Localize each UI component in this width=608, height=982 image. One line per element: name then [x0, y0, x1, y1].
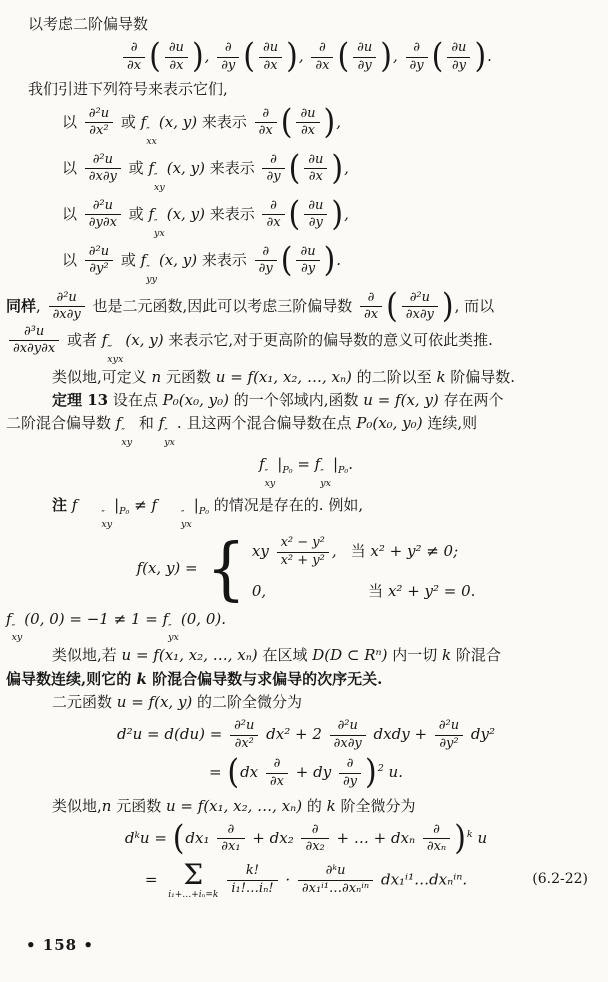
para-k-order-2: 偏导数连续,则它的 k 阶混合偏导数与求偏导的次序无关. [6, 669, 383, 688]
big-paren: ( [149, 37, 161, 77]
big-paren: ( [288, 148, 301, 188]
para-third-order-2: $\frac{\text{∂³u}}{\partial x\partial y\partial x}$ 或者 f ‴ xyx (x, y) 来表示它,对于更高阶的偏导数的意义可依此类推. [6, 325, 584, 365]
formula-counterexample: f ″ xy (0, 0) = −1 ≠ 1 = f ″ yx (0, 0). [6, 609, 226, 644]
theorem-13-line2: 二阶混合偏导数 f ″ xy 和 f ″ yx . 且这两个混合偏导数在点 P₀(x₀, y₀) 连续,则 [6, 414, 478, 449]
fraction: $\frac{\partial u}{\partial x}$ [165, 41, 188, 73]
summation: Σ i₁+…+iₙ=k [168, 857, 219, 900]
fraction: $\frac{\partial u}{\partial x}$ [304, 153, 327, 185]
fraction: $\frac{\text{∂²u}}{\partial x\partial y}$ [85, 153, 121, 185]
big-paren: ) [441, 286, 454, 326]
formula-dku-operator: dᵏu = (dx₁ $\frac{\partial}{\text{∂x₁}}$ + dx₂ $\frac{\partial}{\text{∂x₂}}$ + … + dxₙ $\frac{\partial}{\text{∂xₙ}}$ )$^k$ u [124, 818, 488, 858]
fraction: $\frac{\text{∂²u}}{\text{∂x²}}$ [230, 719, 258, 751]
sup-sub-stack: ″ yx [181, 509, 192, 531]
fraction: $\frac{\partial}{\partial x}$ [311, 41, 333, 73]
para-n-vars: 类似地,可定义 n 元函数 u = f(x₁, x₂, …, xₙ) 的二阶以至 k 阶偏导数. [52, 367, 516, 386]
fraction: $\frac{\partial}{\partial x}$ [266, 757, 288, 789]
fraction: $\frac{\partial}{\partial x}$ [360, 291, 382, 323]
big-paren: ) [380, 37, 392, 77]
para-notation-intro: 我们引进下列符号来表示它们, [28, 80, 228, 99]
big-paren: ) [331, 194, 344, 234]
fraction: $\frac{\partial u}{\partial y}$ [353, 41, 376, 73]
notation-line-xx: 以 $\frac{\text{∂²u}}{\text{∂x²}}$ 或 f ″ xx (x, y) 来表示 $\frac{\partial}{\partial x}$ ( $\frac{\partial u}{\partial x}$ ), [62, 102, 342, 147]
fraction: $\frac{\partial u}{\partial y}$ [447, 41, 470, 73]
sup-sub-stack: ″ xy [264, 468, 276, 490]
formula-mixed-equal: f ″ xy $|_{P_0} = f$ ″ yx $|_{P_0}$. [259, 455, 353, 490]
big-paren: ( [337, 37, 350, 77]
big-paren: ) [474, 37, 487, 77]
formula-dku-sum: = Σ i₁+…+iₙ=k $\frac{k!}{\text{i₁!…iₙ!}}$ · $\frac{\text{∂ᵏu}}{\text{∂x₁ⁱ¹…∂xₙⁱⁿ}}$ dx₁ⁱ¹…dxₙⁱⁿ. (6.2-22) [144, 857, 588, 900]
big-paren: ( [386, 286, 398, 326]
fraction: $\frac{\partial u}{\partial x}$ [296, 107, 319, 139]
para-k-order-1: 类似地,若 u = f(x₁, x₂, …, xₙ) 在区域 D(D ⊂ Rⁿ) 内一切 k 阶混合 [52, 646, 501, 665]
fraction: $\frac{\partial}{\partial y}$ [255, 245, 277, 277]
big-paren: ( [227, 753, 240, 793]
fraction: $\frac{\partial}{\partial y}$ [339, 757, 361, 789]
fraction: $\frac{\text{∂²u}}{\text{∂x²}}$ [85, 107, 113, 139]
sup-sub-stack: ″ xx [146, 125, 157, 147]
para-intro: 以考虑二阶偏导数 [28, 15, 149, 33]
big-paren: ( [172, 818, 185, 858]
fraction: $\frac{\partial}{\text{∂x₂}}$ [301, 823, 328, 855]
formula-piecewise: f(x, y) = { xy $\frac{\text{x² − y²}}{\text{x² + y²}}$ , 当 x² + y² ≠ 0; 0, 当 x² + y² = 0. [136, 528, 476, 609]
fraction: $\frac{\partial}{\text{∂x₁}}$ [217, 823, 244, 855]
para-third-order-1: 同样, $\frac{\text{∂²u}}{\partial x\partial y}$ 也是二元函数,因此可以考虑三阶偏导数 $\frac{\partial}{\partial x}$ ( $\frac{\text{∂²u}}{\partial x\partial y}$ ), 而以 [6, 286, 495, 326]
fraction: $\frac{\text{∂²u}}{\partial x\partial y}$ [330, 719, 366, 751]
big-paren: ) [286, 37, 298, 77]
big-paren: ( [280, 240, 293, 280]
fraction: $\frac{\text{∂²u}}{\text{∂y²}}$ [85, 245, 113, 277]
big-paren: ( [288, 194, 301, 234]
para-second-differential: 二元函数 u = f(x, y) 的二阶全微分为 [52, 693, 303, 712]
notation-line-yy: 以 $\frac{\text{∂²u}}{\text{∂y²}}$ 或 f ″ yy (x, y) 来表示 $\frac{\partial}{\partial y}$ ( $\frac{\partial u}{\partial y}$ ). [62, 240, 342, 285]
big-paren: ( [431, 37, 444, 77]
formula-d2u-expanded: d²u = d(du) = $\frac{\text{∂²u}}{\text{∂x²}}$ dx² + 2 $\frac{\text{∂²u}}{\partial x\partial y}$ dxdy + $\frac{\text{∂²u}}{\text{∂y²}}$ dy² [117, 718, 495, 751]
fraction: $\frac{\partial}{\partial y}$ [406, 41, 428, 73]
big-paren: ) [323, 102, 336, 142]
sup-sub-stack: ″ yx [164, 427, 175, 449]
sup-sub-stack: ″ yy [146, 263, 157, 285]
fraction: $\frac{\text{∂²u}}{\text{∂y²}}$ [435, 719, 463, 751]
sup-sub-stack: ″ xy [101, 509, 113, 531]
page-number: • 158 • [26, 936, 94, 954]
sup-sub-stack: ″ xy [11, 622, 23, 644]
fraction: $\frac{\text{∂²u}}{\partial y\partial x}$ [85, 199, 121, 231]
big-paren: ) [331, 148, 344, 188]
sup-sub-stack: ″ yx [154, 217, 165, 239]
fraction: $\frac{\text{x² − y²}}{\text{x² + y²}}$ [277, 536, 329, 568]
fraction: $\frac{\text{∂³u}}{\partial x\partial y\partial x}$ [9, 325, 59, 357]
theorem-13-line1: 定理 13 设在点 P₀(x₀, y₀) 的一个邻域内,函数 u = f(x, y) 存在两个 [52, 391, 504, 409]
fraction: $\frac{k!}{\text{i₁!…iₙ!}}$ [227, 864, 277, 896]
sup-sub-stack: ″ xy [154, 171, 165, 193]
equation-number: (6.2-22) [532, 871, 588, 888]
fraction: $\frac{\partial u}{\partial y}$ [304, 199, 327, 231]
para-k-differential: 类似地,n 元函数 u = f(x₁, x₂, …, xₙ) 的 k 阶全微分为 [52, 796, 416, 815]
sup-sub-stack: ‴ xyx [107, 343, 124, 365]
fraction: $\frac{\text{∂ᵏu}}{\text{∂x₁ⁱ¹…∂xₙⁱⁿ}}$ [298, 864, 373, 896]
notation-line-yx: 以 $\frac{\text{∂²u}}{\partial y\partial x}$ 或 f ″ yx (x, y) 来表示 $\frac{\partial}{\partial x}$ ( $\frac{\partial u}{\partial y}$ ), [62, 194, 349, 239]
big-paren: ) [191, 37, 204, 77]
fraction: $\frac{\text{∂²u}}{\partial x\partial y}$ [49, 291, 85, 323]
big-paren: ) [323, 240, 336, 280]
big-paren: ) [454, 818, 466, 858]
formula-d2u-operator: = (dx $\frac{\partial}{\partial x}$ + dy $\frac{\partial}{\partial y}$ )$^2$ u. [209, 753, 403, 793]
sup-sub-stack: ″ yx [320, 468, 331, 490]
fraction: $\frac{\partial u}{\partial y}$ [296, 245, 319, 277]
fraction: $\frac{\partial}{\text{∂xₙ}}$ [423, 823, 450, 855]
fraction: $\frac{\partial u}{\partial x}$ [259, 41, 282, 73]
content [6, 14, 588, 900]
fraction: $\frac{\partial}{\partial y}$ [262, 153, 284, 185]
big-paren: ) [365, 753, 377, 793]
sup-sub-stack: ″ xy [121, 427, 133, 449]
fraction: $\frac{\partial}{\partial x}$ [123, 41, 145, 73]
big-paren: ( [243, 37, 255, 77]
fraction: $\frac{\partial}{\partial y}$ [217, 41, 239, 73]
piecewise-cases: { xy $\frac{\text{x² − y²}}{\text{x² + y²}}$ , 当 x² + y² ≠ 0; 0, 当 x² + y² = 0. [206, 528, 476, 609]
left-brace: { [206, 528, 246, 609]
fraction: $\frac{\partial}{\partial x}$ [255, 107, 277, 139]
note-line: 注 f ″ xy $|_{P_0} \ne f$ ″ yx $|_{P_0}$ 的情况是存在的. 例如, [52, 496, 364, 531]
fraction: $\frac{\partial}{\partial x}$ [262, 199, 284, 231]
sup-sub-stack: ″ yx [168, 622, 179, 644]
big-paren: ( [280, 102, 293, 142]
notation-line-xy: 以 $\frac{\text{∂²u}}{\partial x\partial y}$ 或 f ″ xy (x, y) 来表示 $\frac{\partial}{\partial y}$ ( $\frac{\partial u}{\partial x}$ ), [62, 148, 349, 193]
fraction: $\frac{\text{∂²u}}{\partial x\partial y}$ [402, 291, 438, 323]
formula-second-partials: $\frac{\partial}{\partial x}$ ( $\frac{\partial u}{\partial x}$ ), $\frac{\partial}{\partial y}$ ( $\frac{\partial u}{\partial x}$ ), $\frac{\partial}{\partial x}$ ( $\frac{\partial u}{\partial y}$ ), $\frac{\partial}{\partial y}$ ( $\frac{\partial u}{\partial y}$ ). [28, 41, 584, 73]
